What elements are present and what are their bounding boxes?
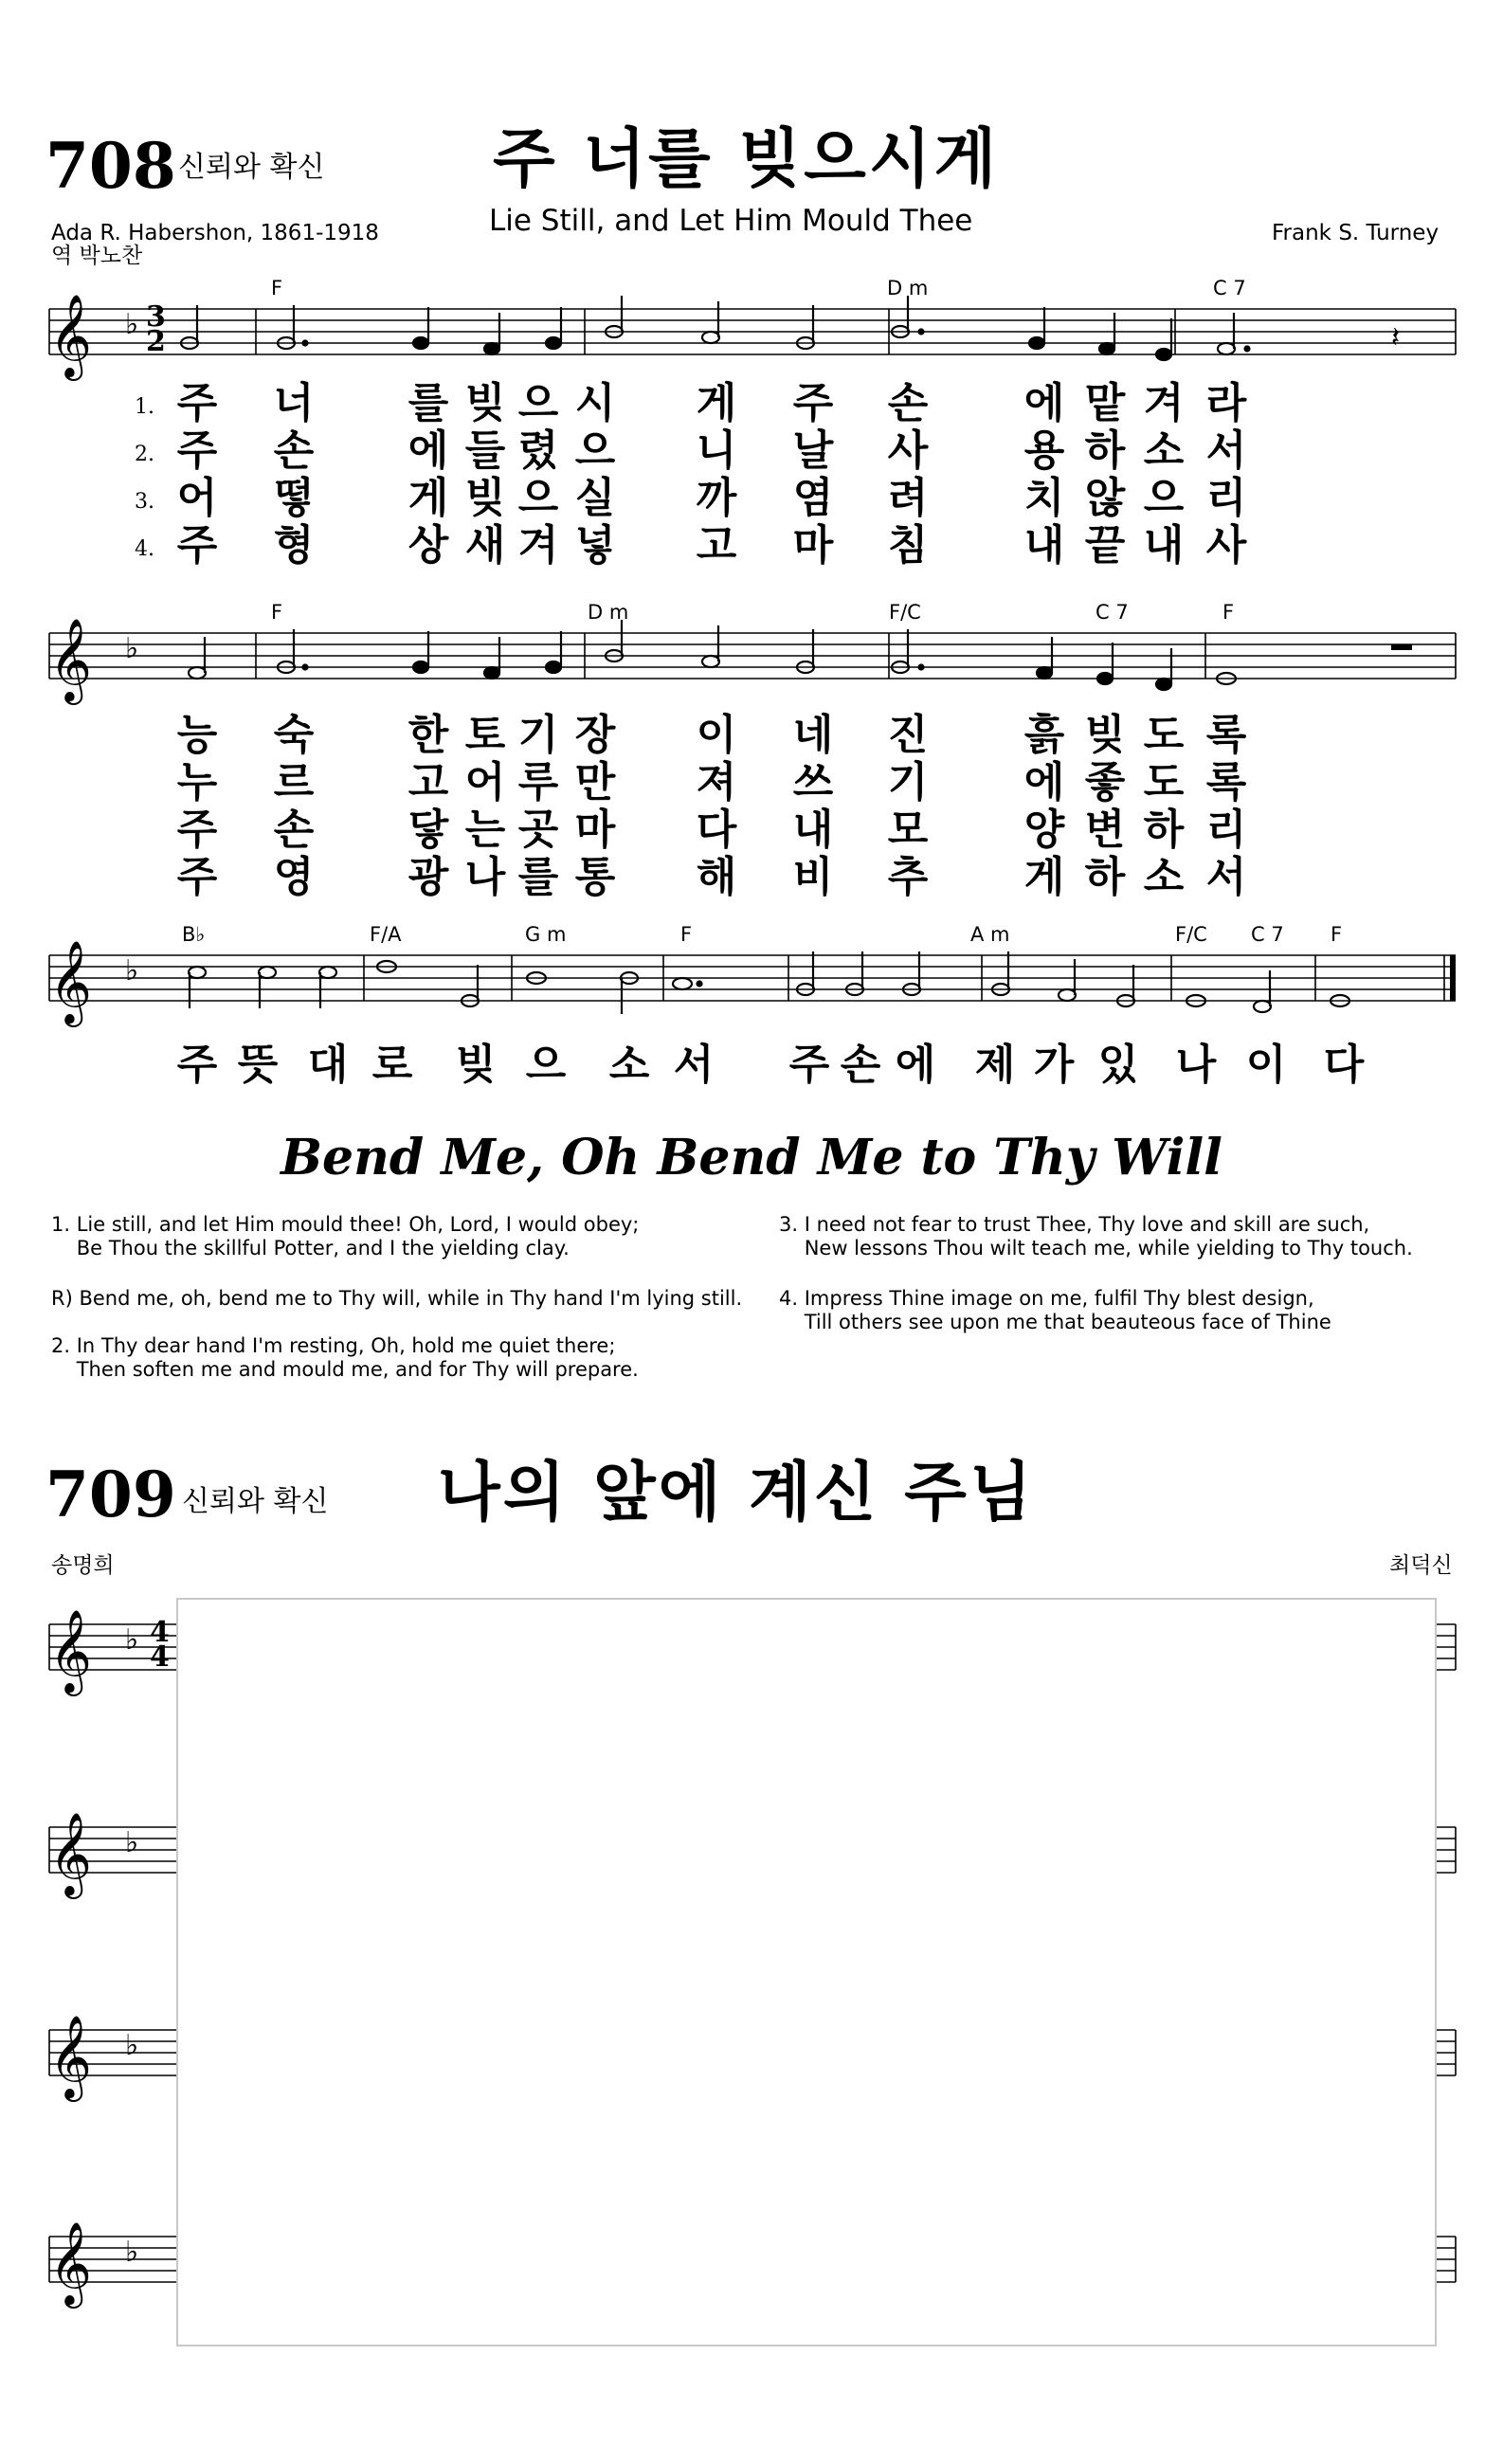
lyric-syllable: 겨 <box>517 521 559 570</box>
english-verse-3 <box>779 1213 1413 1260</box>
refrain-title: Bend Me, Oh Bend Me to Thy Will <box>281 1129 1222 1187</box>
translator-credit: 역 박노찬 <box>51 244 143 268</box>
lyric-syllable: 시 <box>574 379 616 427</box>
chord-label: B♭ <box>182 923 206 946</box>
chord-label: C 7 <box>1096 601 1129 624</box>
lyric-syllable: 끝 <box>1084 521 1126 570</box>
lyric-syllable: 소 <box>608 1041 650 1089</box>
lyric-syllable: 에 <box>407 426 449 475</box>
lyric-syllable: 장 <box>574 711 616 759</box>
lyric-syllable: 려 <box>887 474 929 522</box>
lyric-syllable: 를 <box>517 853 559 901</box>
lyric-syllable: 떻 <box>273 474 315 522</box>
verse-line: 1. Lie still, and let Him mould thee! Oh, Lord, I would obey; <box>51 1213 640 1236</box>
treble-clef-icon: 𝄞 <box>49 2014 92 2098</box>
lyric-syllable: 으 <box>1143 474 1185 522</box>
verse-number: 1. <box>135 395 154 419</box>
lyric-syllable: 에 <box>1023 758 1065 806</box>
lyric-syllable: 도 <box>1143 711 1185 759</box>
music-system-2 <box>0 601 1503 720</box>
staff-3 <box>0 939 1503 1042</box>
lyric-syllable: 영 <box>273 853 315 901</box>
lyric-syllable: 네 <box>792 711 834 759</box>
staff-2 <box>0 617 1503 720</box>
lyric-syllable: 손 <box>273 806 315 854</box>
lyric-syllable: 염 <box>792 474 834 522</box>
lyric-syllable: 만 <box>574 758 616 806</box>
lyrics-block-1 <box>0 379 1503 582</box>
lyric-syllable: 서 <box>1205 853 1247 901</box>
lyric-syllable: 빚 <box>464 379 506 427</box>
lyric-syllable: 빚 <box>455 1041 497 1089</box>
lyric-syllable: 다 <box>696 806 737 854</box>
english-refrain <box>51 1287 742 1311</box>
lyric-syllable: 침 <box>887 521 929 570</box>
lyric-syllable: 새 <box>464 521 506 570</box>
lyric-syllable: 있 <box>1097 1041 1139 1089</box>
lyric-syllable: 능 <box>176 711 218 759</box>
lyric-syllable: 록 <box>1205 711 1247 759</box>
chord-label: F <box>271 601 283 624</box>
lyric-line-2-verse-2 <box>0 758 1503 806</box>
lyric-syllable: 주 <box>176 521 218 570</box>
lyric-syllable: 흙 <box>1023 711 1065 759</box>
lyric-syllable: 진 <box>887 711 929 759</box>
lyric-syllable: 토 <box>464 711 506 759</box>
english-verse-4 <box>779 1287 1331 1334</box>
lyric-syllable: 대 <box>307 1041 349 1089</box>
lyric-syllable: 뜻 <box>237 1041 279 1089</box>
lyric-syllable: 하 <box>1084 853 1126 901</box>
blank-notation-frame <box>176 1598 1437 2346</box>
lyric-line-1-verse-4 <box>0 521 1503 570</box>
lyric-syllable: 리 <box>1205 474 1247 522</box>
lyric-line-2-verse-4 <box>0 853 1503 901</box>
verse-number: 2. <box>135 443 154 466</box>
lyric-syllable: 으 <box>525 1041 567 1089</box>
lyric-syllable: 서 <box>1205 426 1247 475</box>
verse-line: R) Bend me, oh, bend me to Thy will, while in Thy hand I'm lying still. <box>51 1287 743 1310</box>
lyric-line-3 <box>0 1041 1503 1089</box>
lyric-syllable: 소 <box>1143 426 1185 475</box>
lyric-syllable: 하 <box>1143 806 1185 854</box>
lyric-line-1-verse-2 <box>0 426 1503 475</box>
english-verse-1 <box>51 1213 639 1260</box>
lyric-syllable: 나 <box>464 853 506 901</box>
chord-label: A m <box>970 923 1010 946</box>
lyric-syllable: 으 <box>517 474 559 522</box>
lyric-syllable: 으 <box>517 379 559 427</box>
lyric-syllable: 광 <box>407 853 449 901</box>
lyric-syllable: 넣 <box>574 521 616 570</box>
lyric-syllable: 리 <box>1205 806 1247 854</box>
chord-label: F <box>271 277 283 299</box>
key-flat-icon: ♭ <box>125 632 139 665</box>
lyric-syllable: 가 <box>1033 1041 1075 1089</box>
lyric-line-1-verse-1 <box>0 379 1503 427</box>
lyric-syllable: 내 <box>1023 521 1065 570</box>
lyric-syllable: 게 <box>696 379 737 427</box>
lyric-syllable: 너 <box>273 379 315 427</box>
lyric-syllable: 상 <box>407 521 449 570</box>
lyric-syllable: 마 <box>574 806 616 854</box>
lyric-syllable: 숙 <box>273 711 315 759</box>
lyrics-block-2 <box>0 711 1503 914</box>
lyric-syllable: 다 <box>1323 1041 1365 1089</box>
verse-number: 3. <box>135 490 154 514</box>
lyric-syllable: 닿 <box>407 806 449 854</box>
final-barline-icon <box>1450 955 1456 1001</box>
lyric-syllable: 에 <box>1023 379 1065 427</box>
lyric-line-1-verse-3 <box>0 474 1503 522</box>
lyric-syllable: 손 <box>273 426 315 475</box>
key-flat-icon: ♭ <box>125 2236 139 2269</box>
lyric-syllable: 로 <box>371 1041 413 1089</box>
composer-credit: Frank S. Turney <box>1272 221 1440 245</box>
treble-clef-icon: 𝄞 <box>49 1608 92 1693</box>
lyric-syllable: 하 <box>1084 426 1126 475</box>
lyric-syllable: 사 <box>1205 521 1247 570</box>
key-flat-icon: ♭ <box>125 954 139 987</box>
lyric-syllable: 변 <box>1084 806 1126 854</box>
lyric-syllable: 이 <box>1245 1041 1287 1089</box>
lyricist-credit: Ada R. Habershon, 1861-1918 <box>51 221 379 245</box>
lyric-syllable: 까 <box>696 474 737 522</box>
lyric-syllable: 않 <box>1084 474 1126 522</box>
verse-line: 4. Impress Thine image on me, fulfil Thy blest design, <box>779 1287 1314 1310</box>
lyric-syllable: 모 <box>887 806 929 854</box>
lyric-syllable: 고 <box>696 521 737 570</box>
lyric-syllable: 렸 <box>517 426 559 475</box>
hymn-category: 신뢰와 확신 <box>182 1485 329 1518</box>
chord-label: F <box>1222 601 1235 624</box>
time-signature-bottom: 4 <box>150 1640 170 1674</box>
lyric-syllable: 비 <box>792 853 834 901</box>
verse-line: 3. I need not fear to trust Thee, Thy love and skill are such, <box>779 1213 1370 1236</box>
composer-credit: 최덕신 <box>1389 1553 1453 1578</box>
lyric-syllable: 루 <box>517 758 559 806</box>
lyric-syllable: 쓰 <box>792 758 834 806</box>
chord-label: F <box>1331 923 1343 946</box>
lyric-syllable: 내 <box>792 806 834 854</box>
quarter-rest-icon: 𝄽 <box>1391 321 1401 354</box>
verse-line: New lessons Thou wilt teach me, while yielding to Thy touch. <box>779 1237 1413 1260</box>
lyric-syllable: 손 <box>840 1041 881 1089</box>
lyric-syllable: 내 <box>1143 521 1185 570</box>
lyric-syllable: 빚 <box>1084 711 1126 759</box>
treble-clef-icon: 𝄞 <box>49 617 92 701</box>
lyric-syllable: 한 <box>407 711 449 759</box>
hymn-category: 신뢰와 확신 <box>178 151 325 184</box>
lyric-syllable: 나 <box>1175 1041 1217 1089</box>
lyricist-credit: 송명희 <box>51 1553 115 1578</box>
hymn-title: 주 너를 빚으시게 <box>493 122 1000 197</box>
half-rest-icon <box>1391 644 1412 650</box>
lyric-syllable: 소 <box>1143 853 1185 901</box>
lyric-syllable: 록 <box>1205 758 1247 806</box>
lyric-syllable: 져 <box>696 758 737 806</box>
lyric-syllable: 게 <box>1023 853 1065 901</box>
music-system-3 <box>0 923 1503 1042</box>
lyric-syllable: 서 <box>673 1041 715 1089</box>
lyric-syllable: 기 <box>517 711 559 759</box>
hymn-number: 708 <box>45 129 176 203</box>
lyric-syllable: 맡 <box>1084 379 1126 427</box>
lyric-syllable: 주 <box>176 379 218 427</box>
verse-line: 2. In Thy dear hand I'm resting, Oh, hold me quiet there; <box>51 1334 616 1357</box>
lyric-syllable: 곳 <box>517 806 559 854</box>
time-signature-top: 4 <box>150 1616 170 1649</box>
lyric-syllable: 추 <box>887 853 929 901</box>
lyric-syllable: 기 <box>887 758 929 806</box>
lyric-syllable: 통 <box>574 853 616 901</box>
lyric-syllable: 누 <box>176 758 218 806</box>
lyric-syllable: 어 <box>176 474 218 522</box>
lyric-syllable: 치 <box>1023 474 1065 522</box>
lyric-syllable: 주 <box>176 426 218 475</box>
key-flat-icon: ♭ <box>125 2029 139 2062</box>
lyric-syllable: 라 <box>1205 379 1247 427</box>
chord-label: F/C <box>1175 923 1207 946</box>
english-verse-2 <box>51 1334 639 1382</box>
verse-number: 4. <box>135 537 154 561</box>
lyric-syllable: 주 <box>176 853 218 901</box>
treble-clef-icon: 𝄞 <box>49 293 92 377</box>
lyric-syllable: 제 <box>974 1041 1016 1089</box>
chord-label: G m <box>525 923 567 946</box>
key-flat-icon: ♭ <box>125 1826 139 1859</box>
lyric-syllable: 마 <box>792 521 834 570</box>
lyric-syllable: 빚 <box>464 474 506 522</box>
lyric-syllable: 이 <box>696 711 737 759</box>
lyric-syllable: 실 <box>574 474 616 522</box>
lyric-syllable: 들 <box>464 426 506 475</box>
lyric-syllable: 주 <box>792 379 834 427</box>
key-flat-icon: ♭ <box>125 1623 139 1657</box>
time-signature-top: 3 <box>146 300 166 334</box>
verse-line: Till others see upon me that beauteous face of Thine <box>779 1311 1331 1334</box>
chord-label: D m <box>887 277 929 299</box>
key-flat-icon: ♭ <box>125 308 139 341</box>
lyric-syllable: 니 <box>696 426 737 475</box>
time-signature-bottom: 2 <box>146 325 166 358</box>
lyric-syllable: 날 <box>792 426 834 475</box>
lyric-syllable: 겨 <box>1143 379 1185 427</box>
treble-clef-icon: 𝄞 <box>49 939 92 1024</box>
lyric-syllable: 고 <box>407 758 449 806</box>
verse-line: Be Thou the skillful Potter, and I the yielding clay. <box>51 1237 570 1260</box>
hymn-subtitle: Lie Still, and Let Him Mould Thee <box>489 204 973 238</box>
lyric-syllable: 형 <box>273 521 315 570</box>
verse-line: Then soften me and mould me, and for Thy will prepare. <box>51 1358 639 1382</box>
lyric-syllable: 주 <box>176 806 218 854</box>
lyric-syllable: 사 <box>887 426 929 475</box>
lyric-syllable: 좋 <box>1084 758 1126 806</box>
lyric-syllable: 으 <box>574 426 616 475</box>
chord-label: F/C <box>889 601 921 624</box>
chord-label: C 7 <box>1251 923 1284 946</box>
chord-label: F <box>680 923 693 946</box>
lyric-syllable: 주 <box>176 1041 218 1089</box>
lyric-syllable: 주 <box>788 1041 830 1089</box>
lyric-syllable: 는 <box>464 806 506 854</box>
lyric-syllable: 손 <box>887 379 929 427</box>
chord-label: F/A <box>370 923 402 946</box>
lyric-syllable: 용 <box>1023 426 1065 475</box>
lyric-syllable: 게 <box>407 474 449 522</box>
chord-label: C 7 <box>1213 277 1246 299</box>
lyric-line-2-verse-3 <box>0 806 1503 854</box>
hymn-number: 709 <box>45 1458 176 1531</box>
lyric-syllable: 에 <box>895 1041 936 1089</box>
lyric-syllable: 양 <box>1023 806 1065 854</box>
treble-clef-icon: 𝄞 <box>49 1811 92 1895</box>
chord-label: D m <box>588 601 629 624</box>
hymn-title: 나의 앞에 계신 주님 <box>438 1456 1035 1531</box>
lyric-syllable: 어 <box>464 758 506 806</box>
lyric-syllable: 르 <box>273 758 315 806</box>
treble-clef-icon: 𝄞 <box>49 2220 92 2305</box>
lyric-syllable: 해 <box>696 853 737 901</box>
lyric-syllable: 도 <box>1143 758 1185 806</box>
lyric-line-2-verse-1 <box>0 711 1503 759</box>
lyric-syllable: 를 <box>407 379 449 427</box>
